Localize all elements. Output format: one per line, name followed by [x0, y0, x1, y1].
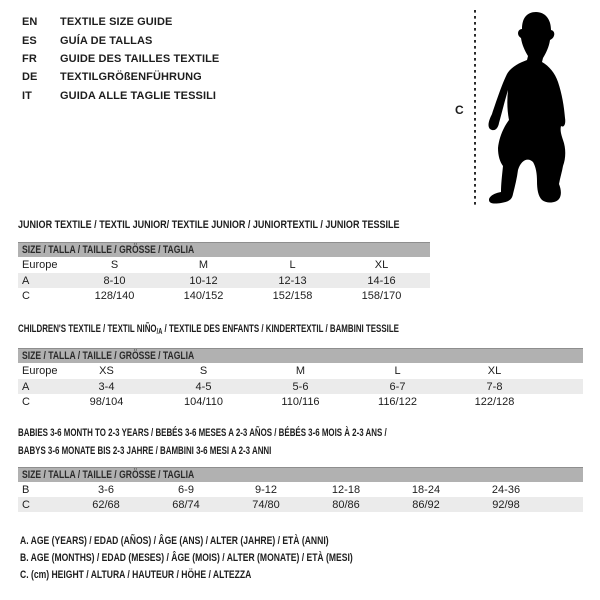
- title-subscript: /A: [156, 327, 163, 336]
- size-cell: S: [110, 259, 119, 271]
- table-header-row: [18, 349, 583, 364]
- language-list: [22, 13, 219, 105]
- size-cell: 3-6: [98, 483, 114, 496]
- filler-cell: [546, 482, 583, 497]
- language-code: EN: [22, 16, 38, 29]
- size-cell: 140/152: [183, 289, 224, 302]
- size-cell: 3-4: [58, 379, 155, 394]
- language-row-es: [22, 31, 219, 49]
- size-cell: XL: [487, 365, 502, 377]
- filler-cell: [543, 363, 583, 379]
- legend-text: B. AGE (MONTHS) / EDAD (MESES) / ÂGE (MOIS) / ALTER (MONATE) / ETÀ (MESI): [20, 552, 353, 565]
- row-label: Europe: [22, 259, 58, 271]
- table-row-europe: [18, 257, 430, 273]
- language-title: TEXTILE SIZE GUIDE: [60, 16, 173, 29]
- row-label: C: [18, 497, 66, 512]
- children-section-title-text: [18, 321, 399, 339]
- language-title: GUÍA DE TALLAS: [60, 34, 153, 47]
- size-cell: 14-16: [337, 273, 426, 288]
- size-cell: 128/140: [94, 289, 135, 302]
- size-cell: 8-10: [70, 273, 159, 288]
- language-row-de: [22, 68, 219, 86]
- filler-cell: [426, 273, 430, 288]
- size-cell: 122/128: [474, 395, 515, 408]
- size-cell: 86/92: [386, 497, 466, 512]
- language-title: GUIDE DES TAILLES TEXTILE: [60, 52, 220, 65]
- table-header-cell: [18, 243, 430, 258]
- language-code: DE: [22, 71, 38, 84]
- children-size-table: [18, 348, 583, 409]
- babies-section-title: [18, 425, 530, 460]
- language-code: FR: [22, 52, 37, 65]
- language-code: IT: [22, 89, 32, 102]
- legend-line-a: [20, 535, 447, 552]
- language-title: GUIDA ALLE TAGLIE TESSILI: [60, 89, 217, 102]
- table-header-label: SIZE / TALLA / TAILLE / GRÖSSE / TAGLIA: [22, 469, 195, 481]
- row-label: A: [18, 273, 70, 288]
- junior-section-title-text: JUNIOR TEXTILE / TEXTIL JUNIOR/ TEXTILE JUNIOR / JUNIORTEXTIL / JUNIOR TESSILE: [18, 219, 400, 231]
- filler-cell: [426, 288, 430, 303]
- filler-cell: [543, 379, 583, 394]
- filler-cell: [546, 497, 583, 512]
- size-cell: 80/86: [306, 497, 386, 512]
- table-header-row: [18, 468, 583, 483]
- table-header-label: SIZE / TALLA / TAILLE / GRÖSSE / TAGLIA: [22, 350, 195, 362]
- table-row-height: [18, 394, 583, 409]
- size-cell: 104/110: [184, 395, 223, 408]
- language-row-en: [22, 13, 219, 31]
- size-cell: 4-5: [155, 379, 252, 394]
- junior-size-table: [18, 242, 430, 303]
- table-row-age: [18, 379, 583, 394]
- title-part: CHILDREN'S TEXTILE / TEXTIL NIÑO: [18, 323, 157, 335]
- babies-title-line1: BABIES 3-6 MONTH TO 2-3 YEARS / BEBÉS 3-6 MESES A 2-3 AÑOS / BÉBÉS 3-6 MOIS À 2-3 ANS /: [18, 427, 387, 439]
- size-cell: 9-12: [254, 483, 278, 496]
- size-cell: M: [198, 259, 209, 271]
- table-header-cell: [18, 349, 583, 364]
- size-cell: 68/74: [146, 497, 226, 512]
- size-cell: M: [295, 365, 306, 377]
- size-cell: 62/68: [66, 497, 146, 512]
- height-measure-label: C: [455, 103, 464, 117]
- size-cell: XL: [374, 259, 389, 271]
- size-cell: 152/158: [272, 289, 313, 302]
- measure-legend: [20, 535, 447, 587]
- table-header-label: SIZE / TALLA / TAILLE / GRÖSSE / TAGLIA: [22, 244, 195, 256]
- babies-title-line2: BABYS 3-6 MONATE BIS 2-3 JAHRE / BAMBINI 3-6 MESI A 2-3 ANNI: [18, 444, 272, 457]
- language-row-it: [22, 87, 219, 105]
- filler-cell: [543, 394, 583, 409]
- table-row-height: [18, 497, 583, 512]
- table-header-cell: [18, 468, 583, 483]
- row-label: C: [22, 395, 30, 408]
- junior-section-title: [18, 217, 483, 235]
- size-cell: 12-13: [248, 273, 337, 288]
- size-cell: XS: [99, 365, 114, 377]
- size-cell: 5-6: [252, 379, 349, 394]
- title-part: / TEXTILE DES ENFANTS / KINDERTEXTIL / BAMBINI TESSILE: [162, 323, 399, 335]
- filler-cell: [426, 257, 430, 273]
- size-cell: S: [199, 365, 208, 377]
- language-title: TEXTILGRÖßENFÜHRUNG: [60, 71, 202, 84]
- legend-text: C. (cm) HEIGHT / ALTURA / HAUTEUR / HÖHE / ALTEZZA: [20, 569, 252, 582]
- size-cell: 158/170: [361, 289, 402, 302]
- row-label: B: [22, 483, 30, 496]
- size-cell: 98/104: [89, 395, 124, 408]
- row-label: A: [18, 379, 58, 394]
- table-row-height: [18, 288, 430, 303]
- size-cell: 110/116: [281, 395, 320, 408]
- legend-text: A. AGE (YEARS) / EDAD (AÑOS) / ÂGE (ANS) / ALTER (JAHRE) / ETÀ (ANNI): [20, 535, 329, 547]
- toddler-silhouette-icon: [478, 10, 570, 208]
- size-cell: 10-12: [159, 273, 248, 288]
- size-cell: 7-8: [446, 379, 543, 394]
- size-cell: 24-36: [491, 483, 521, 496]
- children-section-title: [18, 321, 547, 339]
- language-code: ES: [22, 34, 37, 47]
- size-cell: 116/122: [378, 395, 417, 408]
- size-cell: 18-24: [411, 483, 441, 496]
- table-row-age-months: [18, 482, 583, 497]
- legend-line-c: [20, 569, 447, 586]
- size-cell: L: [289, 259, 296, 271]
- size-cell: 74/80: [226, 497, 306, 512]
- row-label: Europe: [22, 365, 58, 377]
- table-row-europe: [18, 363, 583, 379]
- size-cell: L: [394, 365, 401, 377]
- size-cell: 6-9: [178, 483, 194, 496]
- row-label: C: [22, 289, 30, 302]
- size-cell: 92/98: [466, 497, 546, 512]
- babies-size-table: [18, 467, 583, 512]
- size-cell: 12-18: [331, 483, 361, 496]
- size-cell: 6-7: [349, 379, 446, 394]
- table-row-age: [18, 273, 430, 288]
- legend-line-b: [20, 552, 447, 569]
- table-header-row: [18, 243, 430, 258]
- language-row-fr: [22, 50, 219, 68]
